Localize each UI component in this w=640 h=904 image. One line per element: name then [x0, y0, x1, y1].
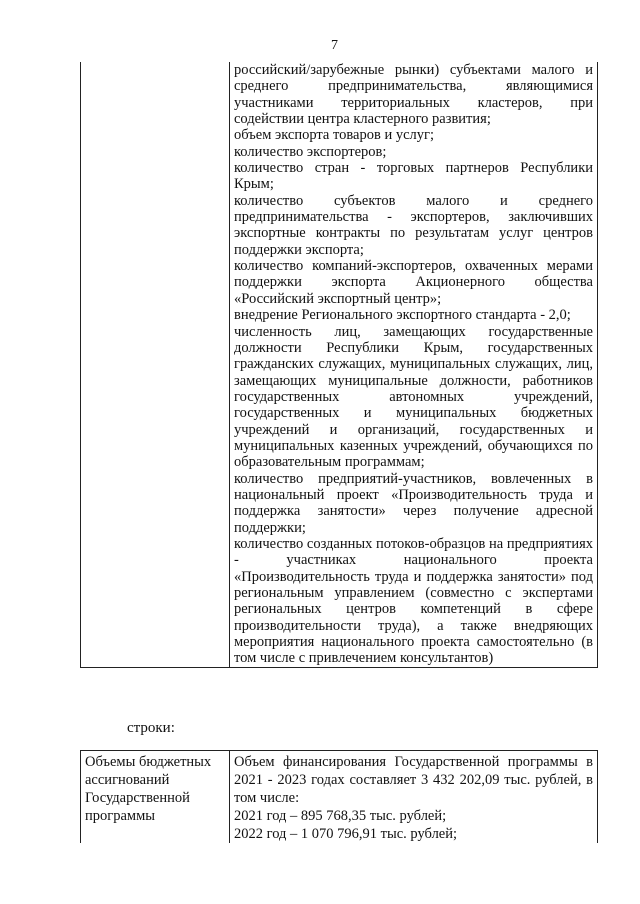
budget-table	[80, 750, 598, 843]
list-item: внедрение Регионального экспортного стандарта - 2,0;	[234, 307, 571, 324]
budget-intro: Объем финансирования Государственной программы в 2021 - 2023 годах составляет 3 432 202,09 тыс. рублей, в том числе:	[234, 754, 593, 806]
table-row	[81, 751, 598, 844]
page-number: 7	[331, 38, 338, 53]
list-item: численность лиц, замещающих государственные должности Республики Крым, государственных гражданских служащих, муниципальных служащих, лиц, замещающих муниципальные должности, работников государственных автономных учреждений, государственных и муниципальных бюджетных учреждений и организаций, государственных и муниципальных казенных учреждений, обучающихся по образовательным программам;	[234, 323, 593, 471]
list-item: объем экспорта товаров и услуг;	[234, 127, 434, 144]
budget-value-cell	[230, 751, 598, 844]
budget-year-line: 2021 год – 895 768,35 тыс. рублей;	[234, 808, 447, 824]
row-label: строки:	[127, 720, 175, 736]
table-row	[81, 62, 598, 667]
budget-label-cell: Объемы бюджетных ассигнований Государственной программы	[81, 751, 230, 844]
list-item: количество компаний-экспортеров, охваченных мерами поддержки экспорта Акционерного общества «Российский экспортный центр»;	[234, 258, 593, 307]
list-item: количество предприятий-участников, вовлеченных в национальный проект «Производительность труда и поддержка занятости» через получение адресной поддержки;	[234, 470, 593, 536]
list-item: количество экспортеров;	[234, 143, 387, 160]
list-item: российский/зарубежные рынки) субъектами малого и среднего предпринимательства, являющимися участниками территориальных кластеров, при содействии центра кластерного развития;	[234, 62, 593, 128]
indicators-cell	[230, 62, 598, 667]
left-column-cell	[81, 62, 230, 667]
budget-year-line: 2022 год – 1 070 796,91 тыс. рублей;	[234, 826, 458, 842]
list-item: количество созданных потоков-образцов на предприятиях - участниках национального проекта «Производительность труда и поддержка занятости» под региональным управлением (совместно с экспертами региональных центров компетенций в сфере производительности труда), а также внедряющих мероприятия национального проекта самостоятельно (в том числе с привлечением консультантов)	[234, 535, 593, 667]
continued-table	[80, 62, 598, 668]
list-item: количество субъектов малого и среднего предпринимательства - экспортеров, заключивших экспортные контракты по результатам услуг центров поддержки экспорта;	[234, 192, 593, 258]
list-item: количество стран - торговых партнеров Республики Крым;	[234, 160, 593, 193]
